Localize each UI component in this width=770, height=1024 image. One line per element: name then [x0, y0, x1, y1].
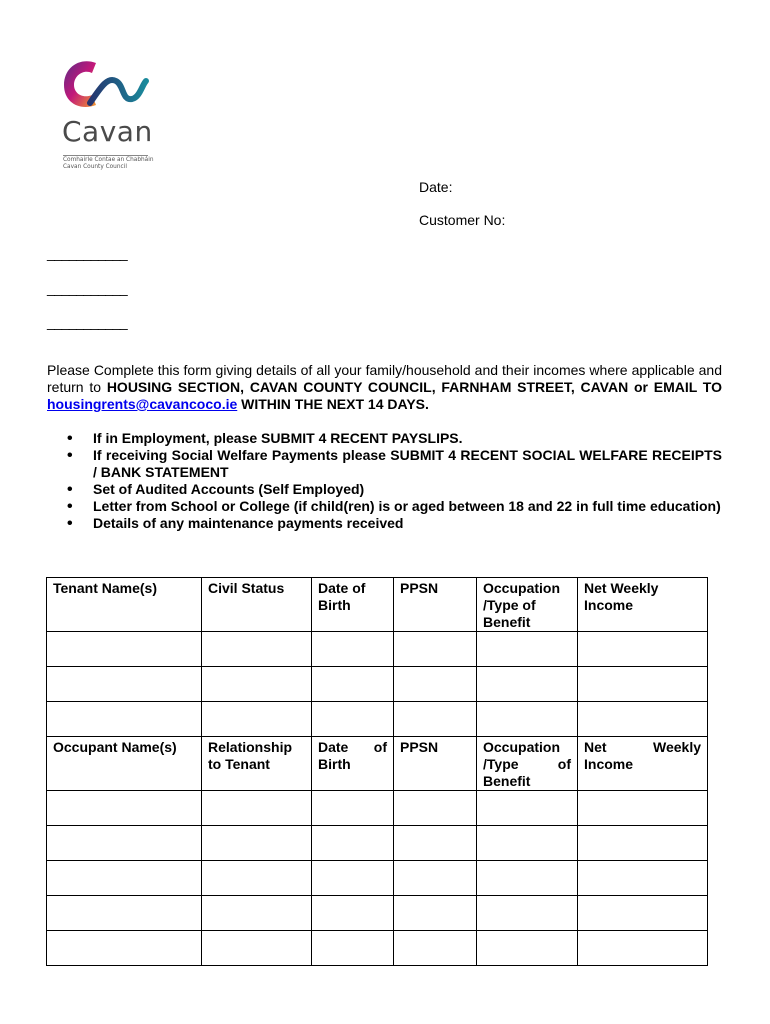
date-of-birth-cell[interactable] [312, 791, 394, 826]
occupation-cell[interactable] [477, 931, 578, 966]
instructions-text: Please Complete this form giving details of all your family/household and their incomes where applicable and return to [47, 362, 722, 395]
table-row [47, 861, 708, 896]
occupation-cell[interactable] [477, 667, 578, 702]
occupant-name-header: Occupant Name(s) [47, 737, 202, 791]
relationship-header: Relationship to Tenant [202, 737, 312, 791]
table-row [47, 632, 708, 667]
civil-status-header: Civil Status [202, 578, 312, 632]
list-item: • Details of any maintenance payments received [47, 515, 722, 532]
table-row [47, 826, 708, 861]
table-row [47, 667, 708, 702]
net-weekly-income-header: Net Weekly Income [578, 578, 708, 632]
occupant-name-cell[interactable] [47, 896, 202, 931]
net-weekly-income-cell[interactable] [578, 667, 708, 702]
ppsn-cell[interactable] [394, 667, 477, 702]
occupant-name-cell[interactable] [47, 826, 202, 861]
relationship-cell[interactable] [202, 931, 312, 966]
tenant-name-cell[interactable] [47, 632, 202, 667]
occupant-name-cell[interactable] [47, 861, 202, 896]
email-link[interactable]: housingrents@cavancoco.ie [47, 396, 238, 412]
tenant-header-row [47, 578, 708, 632]
address-line-1[interactable]: ___________ [47, 245, 128, 261]
date-label: Date: [419, 179, 453, 195]
net-weekly-income-cell[interactable] [578, 702, 708, 737]
council-logo [58, 55, 158, 175]
tenant-name-cell[interactable] [47, 667, 202, 702]
requirements-list [47, 430, 722, 532]
date-of-birth-header: Date of Birth [312, 737, 394, 791]
occupation-header: Occupation /Type of Benefit [477, 737, 578, 791]
occupation-cell[interactable] [477, 861, 578, 896]
date-of-birth-cell[interactable] [312, 632, 394, 667]
civil-status-cell[interactable] [202, 702, 312, 737]
address-line-3[interactable]: ___________ [47, 314, 128, 330]
ppsn-cell[interactable] [394, 861, 477, 896]
occupation-cell[interactable] [477, 896, 578, 931]
customer-number-label: Customer No: [419, 212, 506, 228]
logo-subtitle-english: Cavan County Council [63, 164, 127, 170]
occupant-name-cell[interactable] [47, 931, 202, 966]
ppsn-cell[interactable] [394, 826, 477, 861]
date-of-birth-cell[interactable] [312, 861, 394, 896]
net-weekly-income-cell[interactable] [578, 861, 708, 896]
civil-status-cell[interactable] [202, 667, 312, 702]
relationship-cell[interactable] [202, 791, 312, 826]
table-row [47, 931, 708, 966]
return-address-text: HOUSING SECTION, CAVAN COUNTY COUNCIL, FARNHAM STREET, CAVAN or EMAIL TO [106, 379, 722, 395]
ppsn-header: PPSN [394, 737, 477, 791]
table-row [47, 702, 708, 737]
ppsn-cell[interactable] [394, 791, 477, 826]
net-weekly-income-cell[interactable] [578, 931, 708, 966]
net-weekly-income-header-text: Net Weekly Income [584, 739, 701, 772]
ppsn-cell[interactable] [394, 931, 477, 966]
relationship-cell[interactable] [202, 826, 312, 861]
net-weekly-income-cell[interactable] [578, 896, 708, 931]
deadline-text: WITHIN THE NEXT 14 DAYS. [237, 396, 429, 412]
date-of-birth-header: Date of Birth [312, 578, 394, 632]
list-item: • Letter from School or College (if child(ren) is or aged between 18 and 22 in full time education) [47, 498, 722, 515]
net-weekly-income-cell[interactable] [578, 826, 708, 861]
table-row [47, 791, 708, 826]
occupation-header: Occupation /Type of Benefit [477, 578, 578, 632]
instructions-paragraph [47, 362, 722, 413]
date-of-birth-cell[interactable] [312, 826, 394, 861]
net-weekly-income-cell[interactable] [578, 791, 708, 826]
occupation-cell[interactable] [477, 702, 578, 737]
date-of-birth-cell[interactable] [312, 931, 394, 966]
date-of-birth-cell[interactable] [312, 702, 394, 737]
address-line-2[interactable]: ___________ [47, 280, 128, 296]
occupation-cell[interactable] [477, 826, 578, 861]
ppsn-cell[interactable] [394, 896, 477, 931]
household-income-table [46, 577, 708, 966]
date-of-birth-cell[interactable] [312, 896, 394, 931]
logo-divider [63, 155, 148, 156]
occupant-header-row [47, 737, 708, 791]
occupation-cell[interactable] [477, 791, 578, 826]
logo-subtitle-irish: Comhairle Contae an Chabháin [63, 157, 154, 163]
net-weekly-income-header [578, 737, 708, 791]
civil-status-cell[interactable] [202, 632, 312, 667]
net-weekly-income-cell[interactable] [578, 632, 708, 667]
tenant-name-header: Tenant Name(s) [47, 578, 202, 632]
relationship-cell[interactable] [202, 896, 312, 931]
list-item: • If receiving Social Welfare Payments please SUBMIT 4 RECENT SOCIAL WELFARE RECEIPTS / BANK STATEMENT [47, 447, 722, 481]
cavan-logo-mark-icon [58, 55, 158, 115]
table-row [47, 896, 708, 931]
list-item: • If in Employment, please SUBMIT 4 RECENT PAYSLIPS. [47, 430, 722, 447]
date-of-birth-cell[interactable] [312, 667, 394, 702]
tenant-name-cell[interactable] [47, 702, 202, 737]
ppsn-header: PPSN [394, 578, 477, 632]
ppsn-cell[interactable] [394, 702, 477, 737]
ppsn-cell[interactable] [394, 632, 477, 667]
occupant-name-cell[interactable] [47, 791, 202, 826]
list-item: • Set of Audited Accounts (Self Employed) [47, 481, 722, 498]
logo-wordmark: Cavan [62, 115, 153, 148]
occupation-cell[interactable] [477, 632, 578, 667]
relationship-cell[interactable] [202, 861, 312, 896]
